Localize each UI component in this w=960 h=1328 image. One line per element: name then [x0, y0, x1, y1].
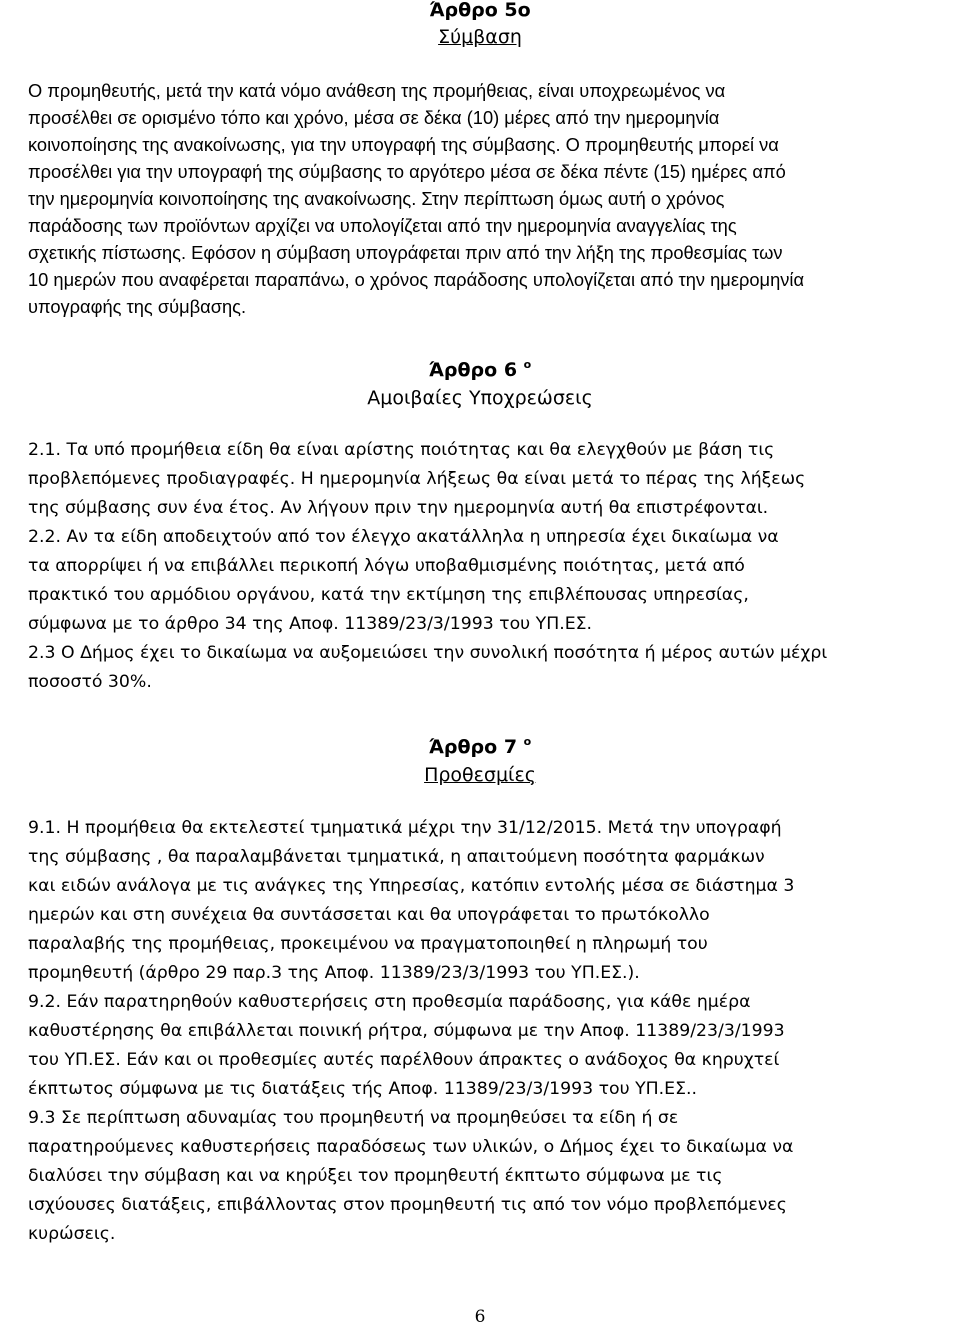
text-line: 2.2. Αν τα είδη αποδειχτούν από τον έλεγχο ακατάλληλα η υπηρεσία έχει δικαίωμα να: [28, 527, 779, 547]
text-line: 9.3 Σε περίπτωση αδυναμίας του προμηθευτή να προμηθεύσει τα είδη ή σε: [28, 1108, 679, 1128]
text-line: 2.1. Τα υπό προμήθεια είδη θα είναι αρίστης ποιότητας και θα ελεγχθούν με βάση τις: [28, 440, 775, 460]
text-line: Ο προμηθευτής, μετά την κατά νόμο ανάθεση της προμήθειας, είναι υποχρεωμένος να: [28, 80, 726, 101]
text-line: προσέλθει για την υπογραφή της σύμβασης το αργότερο μέσα σε δέκα πέντε (15) ημέρες από: [28, 161, 786, 182]
article-5-title: Άρθρο 5ο: [429, 0, 531, 21]
text-line: 10 ημερών που αναφέρεται παραπάνω, ο χρόνος παράδοσης υπολογίζεται από την ημερομηνία: [28, 269, 805, 290]
article-7-subtitle: Προθεσμίες: [424, 764, 536, 786]
text-line: κυρώσεις.: [28, 1224, 116, 1244]
text-line: ημερών και στη συνέχεια θα συντάσσεται και θα υπογράφεται το πρωτόκολλο: [28, 905, 710, 925]
text-line: της σύμβασης , θα παραλαμβάνεται τμηματικά, η απαιτούμενη ποσότητα φαρμάκων: [28, 847, 765, 867]
article-6-body: [28, 436, 948, 697]
page-number: 6: [474, 1307, 486, 1327]
article-6-title: Άρθρο 6 $^o$: [428, 358, 532, 381]
text-line: του ΥΠ.ΕΣ. Εάν και οι προθεσμίες αυτές παρέλθουν άπρακτες ο ανάδοχος θα κηρυχτεί: [28, 1050, 780, 1070]
text-line: έκπτωτος σύμφωνα με τις διατάξεις τής Αποφ. 11389/23/3/1993 του ΥΠ.ΕΣ..: [28, 1079, 697, 1099]
text-line: 9.2. Εάν παρατηρηθούν καθυστερήσεις στη προθεσμία παράδοσης, για κάθε ημέρα: [28, 992, 751, 1012]
text-line: 2.3 Ο Δήμος έχει το δικαίωμα να αυξομειώσει την συνολική ποσότητα ή μέρος αυτών μέχρι: [28, 643, 828, 663]
text-line: πρακτικό του αρμόδιου οργάνου, κατά την εκτίμηση της επιβλέπουσας υπηρεσίας,: [28, 585, 749, 605]
article-5-body: [28, 77, 932, 320]
text-line: σύμφωνα με το άρθρο 34 της Αποφ. 11389/23/3/1993 του ΥΠ.ΕΣ.: [28, 614, 593, 634]
text-line: σχετικής πίστωσης. Εφόσον η σύμβαση υπογράφεται πριν από την λήξη της προθεσμίας των: [28, 242, 783, 263]
text-line: ποσοστό 30%.: [28, 672, 152, 692]
text-line: ισχύουσες διατάξεις, επιβάλλοντας στον προμηθευτή τις από τον νόμο προβλεπόμενες: [28, 1195, 787, 1215]
text-line: καθυστέρησης θα επιβάλλεται ποινική ρήτρα, σύμφωνα με την Αποφ. 11389/23/3/1993: [28, 1021, 785, 1041]
article-5-subtitle: Σύμβαση: [438, 26, 522, 48]
article-7-body: [28, 814, 948, 1249]
article-7-title: Άρθρο 7 $^o$: [428, 735, 532, 758]
text-line: προσέλθει σε ορισμένο τόπο και χρόνο, μέσα σε δέκα (10) μέρες από την ημερομηνία: [28, 107, 720, 128]
text-line: κοινοποίησης της ανακοίνωσης, για την υπογραφή της σύμβασης. Ο προμηθευτής μπορεί να: [28, 134, 779, 155]
text-line: 9.1. Η προμήθεια θα εκτελεστεί τμηματικά μέχρι την 31/12/2015. Μετά την υπογραφή: [28, 818, 782, 838]
text-line: τα απορρίψει ή να επιβάλλει περικοπή λόγω υποβαθμισμένης ποιότητας, μετά από: [28, 556, 745, 576]
text-line: παράδοσης των προϊόντων αρχίζει να υπολογίζεται από την ημερομηνία αναγγελίας της: [28, 215, 737, 236]
text-line: προβλεπόμενες προδιαγραφές. Η ημερομηνία λήξεως θα είναι μετά το πέρας της λήξεως: [28, 469, 806, 489]
text-line: υπογραφής της σύμβασης.: [28, 296, 247, 317]
text-line: της σύμβασης συν ένα έτος. Αν λήγουν πριν την ημερομηνία αυτή θα επιστρέφονται.: [28, 498, 769, 518]
text-line: παρατηρούμενες καθυστερήσεις παραδόσεως των υλικών, ο Δήμος έχει το δικαίωμα να: [28, 1137, 794, 1157]
text-line: προμηθευτή (άρθρο 29 παρ.3 της Αποφ. 11389/23/3/1993 του ΥΠ.ΕΣ.).: [28, 963, 640, 983]
text-line: την ημερομηνία κοινοποίησης της ανακοίνωσης. Στην περίπτωση όμως αυτή ο χρόνος: [28, 188, 725, 209]
text-line: και ειδών ανάλογα με τις ανάγκες της Υπηρεσίας, κατόπιν εντολής μέσα σε διάστημα 3: [28, 876, 795, 896]
article-6-subtitle: Αμοιβαίες Υποχρεώσεις: [367, 387, 593, 409]
text-line: παραλαβής της προμήθειας, προκειμένου να πραγματοποιηθεί η πληρωμή του: [28, 934, 708, 954]
text-line: διαλύσει την σύμβαση και να κηρύξει τον προμηθευτή έκπτωτο σύμφωνα με τις: [28, 1166, 723, 1186]
